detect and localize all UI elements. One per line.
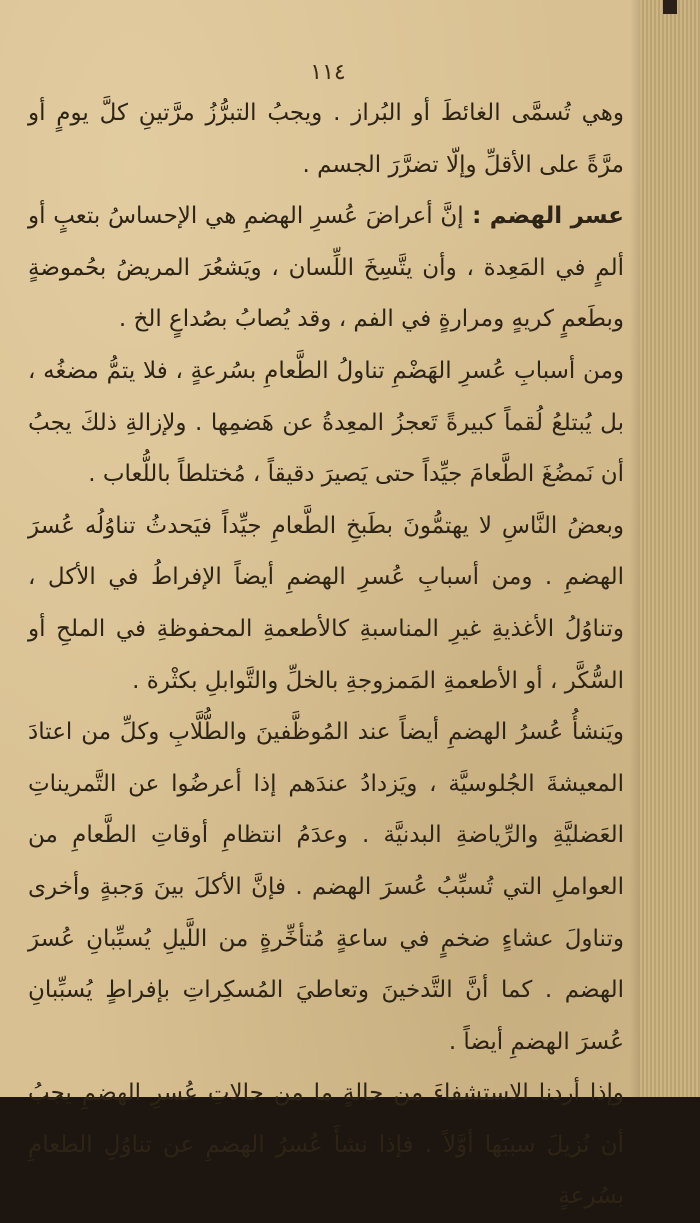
paragraph-6-text: وإذا أردنا الاستشفاءَ من حالةٍ ما من حالاتِ عُسرِ الهضمِ يجبُ أن نُزيلَ سببَها أوَّلاً . فإذا نشأَ عُسرُ الهضمِ عن تناوُلِ الطعامِ بسُرعةٍ: [28, 1080, 624, 1210]
section-heading: عسر الهضم :: [463, 203, 624, 230]
paragraph-3-text: ومن أسبابِ عُسرِ الهَضْمِ تناولُ الطَّعامِ بسُرعةٍ ، فلا يتمُّ مضغُه ، بل يُبتلعُ لُقماً كبيرةً تَعجزُ المعِدةُ عن هَضمِها . ولإزالةِ ذلكَ يجبُ أن نَمضُغَ الطَّعامَ جيِّداً حتى يَصيرَ دقيقاً ، مُختلطاً باللُّعاب .: [28, 357, 624, 488]
paragraph-4-text: وبعضُ النَّاسِ لا يهتمُّونَ بطَبخِ الطَّعامِ جيِّداً فيَحدثُ تناوُلُه عُسرَ الهضمِ . ومن أسبابِ عُسرِ الهضمِ أيضاً الإفراطُ في الأكل ، وتناوُلُ الأغذيةِ غيرِ المناسبةِ كالأطعمةِ المحفوظةِ في الملحِ أو السُّكَّر ، أو الأطعمةِ المَمزوجةِ بالخلِّ والتَّوابلِ بكثْرة .: [28, 512, 624, 694]
paragraph-4: [28, 501, 624, 707]
page-edges: [640, 0, 700, 1097]
paragraph-1-text: وهي تُسمَّى الغائطَ أو البُراز . ويجبُ التبرُّزُ مرَّتينِ كلَّ يومٍ أو مرَّةً على الأقلِّ وإلّا تضرَّرَ الجسم .: [28, 100, 624, 178]
paragraph-5-text: ويَنشأُ عُسرُ الهضمِ أيضاً عند المُوظَّفينَ والطُّلَّابِ وكلِّ من اعتادَ المعيشةَ الجُلوسيَّة ، ويَزدادُ عندَهم إذا أعرضُوا عن التَّمريناتِ العَضليَّةِ والرِّياضةِ البدنيَّة . وعدَمُ انتظامِ أوقاتِ الطَّعامِ من العواملِ التي تُسبِّبُ عُسرَ الهضم . فإنَّ الأكلَ بينَ وَجبةٍ وأخرى وتناولَ عشاءٍ ضخمٍ في ساعةٍ مُتأخِّرةٍ من اللَّيلِ يُسبِّبانِ عُسرَ الهضم . كما أنَّ التَّدخينَ وتعاطيَ المُسكِراتِ بإفراطٍ يُسبِّبانِ عُسرَ الهضمِ أيضاً .: [28, 719, 624, 1055]
page-number: ١١٤: [310, 60, 346, 85]
paragraph-2: [28, 191, 624, 346]
paragraph-6: [28, 1068, 624, 1223]
paragraph-3: [28, 346, 624, 501]
paragraph-5: [28, 707, 624, 1068]
binding-corner: [663, 0, 677, 14]
paragraph-2-text: إنَّ أعراضَ عُسرِ الهضمِ هي الإحساسُ بتعبٍ أو ألمٍ في المَعِدة ، وأن يتَّسِخَ اللِّسان ، ويَشعُرَ المريضُ بحُموضةٍ وبطَعمٍ كريهٍ ومرارةٍ في الفم ، وقد يُصابُ بصُداعٍ الخ .: [28, 203, 624, 333]
paragraph-1: [28, 88, 624, 191]
page-body: [28, 88, 624, 1223]
